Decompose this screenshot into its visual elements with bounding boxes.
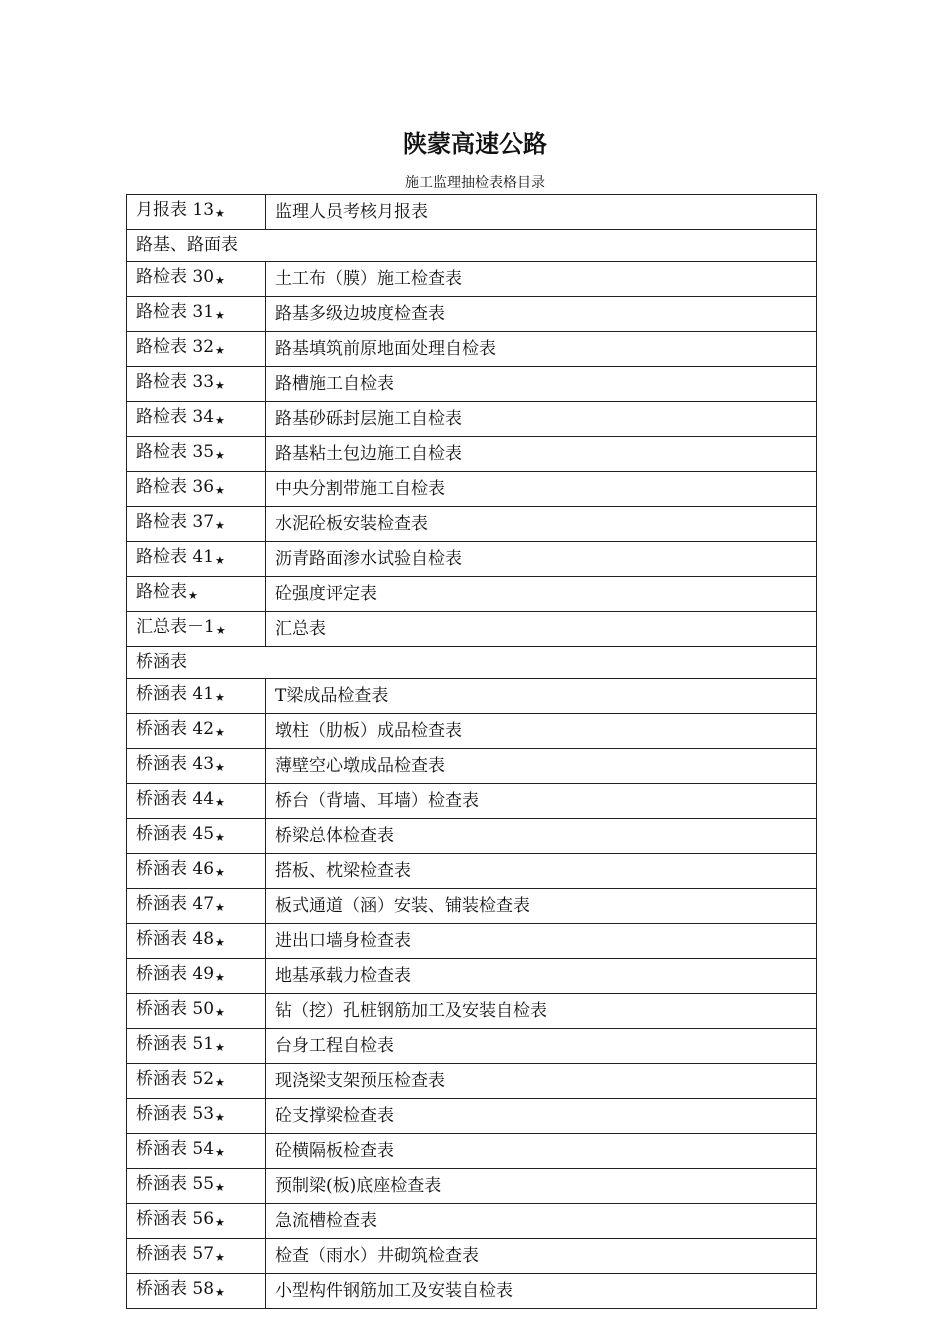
form-name: 台身工程自检表	[266, 1029, 817, 1064]
form-code-cell	[127, 437, 266, 472]
section-label: 桥涵表	[127, 647, 817, 679]
section-row	[127, 647, 817, 679]
star-icon: ★	[215, 1076, 225, 1089]
form-name: 预制梁(板)底座检查表	[266, 1169, 817, 1204]
form-code-cell	[127, 1099, 266, 1134]
form-name: 搭板、枕梁检查表	[266, 854, 817, 889]
star-icon: ★	[215, 519, 225, 532]
star-icon: ★	[215, 796, 225, 809]
table-row	[127, 1029, 817, 1064]
table-row	[127, 994, 817, 1029]
star-icon: ★	[188, 589, 198, 602]
star-icon: ★	[215, 691, 225, 704]
star-icon: ★	[215, 1006, 225, 1019]
star-icon: ★	[215, 971, 225, 984]
table-row	[127, 749, 817, 784]
form-code: 桥涵表 57	[136, 1244, 215, 1264]
section-label: 路基、路面表	[127, 230, 817, 262]
form-name: 水泥砼板安装检查表	[266, 507, 817, 542]
form-code: 路检表 32	[136, 337, 215, 357]
form-code-cell	[127, 679, 266, 714]
form-code: 路检表 35	[136, 442, 215, 462]
form-code: 桥涵表 58	[136, 1279, 215, 1299]
star-icon: ★	[215, 554, 225, 567]
star-icon: ★	[215, 379, 225, 392]
form-name: 路基填筑前原地面处理自检表	[266, 332, 817, 367]
table-row	[127, 402, 817, 437]
form-name: 进出口墙身检查表	[266, 924, 817, 959]
form-code-cell	[127, 1064, 266, 1099]
form-name: 路基粘土包边施工自检表	[266, 437, 817, 472]
star-icon: ★	[215, 726, 225, 739]
form-code-cell	[127, 784, 266, 819]
form-code: 路检表 36	[136, 477, 215, 497]
form-name: 小型构件钢筋加工及安装自检表	[266, 1274, 817, 1309]
form-code-cell	[127, 297, 266, 332]
star-icon: ★	[215, 901, 225, 914]
form-name: 中央分割带施工自检表	[266, 472, 817, 507]
form-code-cell	[127, 994, 266, 1029]
form-name: 桥台（背墙、耳墙）检查表	[266, 784, 817, 819]
star-icon: ★	[215, 207, 225, 220]
form-code: 桥涵表 53	[136, 1104, 215, 1124]
table-row	[127, 784, 817, 819]
star-icon: ★	[215, 1286, 225, 1299]
form-code-cell	[127, 1134, 266, 1169]
form-code-cell	[127, 402, 266, 437]
form-code-cell	[127, 367, 266, 402]
table-row	[127, 1239, 817, 1274]
table-row	[127, 854, 817, 889]
star-icon: ★	[215, 344, 225, 357]
form-name: 墩柱（肋板）成品检查表	[266, 714, 817, 749]
table-row	[127, 819, 817, 854]
star-icon: ★	[215, 866, 225, 879]
form-code-cell	[127, 714, 266, 749]
form-code: 路检表 30	[136, 267, 215, 287]
table-row	[127, 1064, 817, 1099]
form-code-cell	[127, 1169, 266, 1204]
star-icon: ★	[215, 484, 225, 497]
form-name: 板式通道（涵）安装、铺装检查表	[266, 889, 817, 924]
table-row	[127, 679, 817, 714]
form-code: 路检表 37	[136, 512, 215, 532]
form-name: 路基多级边坡度检查表	[266, 297, 817, 332]
star-icon: ★	[215, 1111, 225, 1124]
form-code: 桥涵表 51	[136, 1034, 215, 1054]
table-row	[127, 1204, 817, 1239]
form-code: 桥涵表 43	[136, 754, 215, 774]
table-row	[127, 577, 817, 612]
form-code: 桥涵表 42	[136, 719, 215, 739]
star-icon: ★	[215, 936, 225, 949]
form-code-cell	[127, 332, 266, 367]
form-code: 桥涵表 46	[136, 859, 215, 879]
form-code-cell	[127, 1239, 266, 1274]
form-code-cell	[127, 749, 266, 784]
form-code: 桥涵表 55	[136, 1174, 215, 1194]
form-name: T梁成品检查表	[266, 679, 817, 714]
form-code-cell	[127, 612, 266, 647]
table-row	[127, 332, 817, 367]
table-row	[127, 714, 817, 749]
form-code-cell	[127, 507, 266, 542]
form-name: 地基承载力检查表	[266, 959, 817, 994]
form-code: 月报表 13	[136, 200, 215, 220]
form-code: 路检表 31	[136, 302, 215, 322]
catalog-body	[127, 195, 817, 1309]
form-code-cell	[127, 577, 266, 612]
form-code: 桥涵表 54	[136, 1139, 215, 1159]
form-code: 桥涵表 45	[136, 824, 215, 844]
table-row	[127, 472, 817, 507]
table-row	[127, 612, 817, 647]
table-row	[127, 1134, 817, 1169]
form-code-cell	[127, 924, 266, 959]
form-name: 砼强度评定表	[266, 577, 817, 612]
table-row	[127, 1169, 817, 1204]
form-code-cell	[127, 819, 266, 854]
star-icon: ★	[215, 831, 225, 844]
form-name: 汇总表	[266, 612, 817, 647]
form-code-cell	[127, 472, 266, 507]
star-icon: ★	[215, 1146, 225, 1159]
star-icon: ★	[215, 761, 225, 774]
form-name: 砼横隔板检查表	[266, 1134, 817, 1169]
section-row	[127, 230, 817, 262]
form-name: 桥梁总体检查表	[266, 819, 817, 854]
form-catalog-table	[126, 194, 817, 1309]
form-code-cell	[127, 854, 266, 889]
star-icon: ★	[215, 414, 225, 427]
form-code: 路检表 33	[136, 372, 215, 392]
form-code-cell	[127, 195, 266, 230]
form-code: 桥涵表 49	[136, 964, 215, 984]
table-row	[127, 1099, 817, 1134]
form-name: 现浇梁支架预压检查表	[266, 1064, 817, 1099]
form-code: 桥涵表 44	[136, 789, 215, 809]
star-icon: ★	[215, 1251, 225, 1264]
star-icon: ★	[215, 1181, 225, 1194]
form-code-cell	[127, 959, 266, 994]
table-row	[127, 437, 817, 472]
form-code: 桥涵表 47	[136, 894, 215, 914]
form-code-cell	[127, 889, 266, 924]
form-code-cell	[127, 1204, 266, 1239]
form-code: 桥涵表 41	[136, 684, 215, 704]
star-icon: ★	[215, 274, 225, 287]
form-code-cell	[127, 1029, 266, 1064]
form-code: 桥涵表 48	[136, 929, 215, 949]
form-code: 桥涵表 52	[136, 1069, 215, 1089]
form-name: 砼支撑梁检查表	[266, 1099, 817, 1134]
table-row	[127, 367, 817, 402]
form-code-cell	[127, 262, 266, 297]
form-name: 薄壁空心墩成品检查表	[266, 749, 817, 784]
page-title: 陕蒙高速公路	[403, 130, 547, 158]
form-name: 路槽施工自检表	[266, 367, 817, 402]
form-code-cell	[127, 1274, 266, 1309]
form-name: 沥青路面渗水试验自检表	[266, 542, 817, 577]
table-row	[127, 262, 817, 297]
form-code: 桥涵表 50	[136, 999, 215, 1019]
table-row	[127, 507, 817, 542]
star-icon: ★	[215, 624, 226, 637]
star-icon: ★	[215, 309, 225, 322]
form-name: 监理人员考核月报表	[266, 195, 817, 230]
form-name: 钻（挖）孔桩钢筋加工及安装自检表	[266, 994, 817, 1029]
form-name: 土工布（膜）施工检查表	[266, 262, 817, 297]
form-name: 急流槽检查表	[266, 1204, 817, 1239]
star-icon: ★	[215, 449, 225, 462]
table-row	[127, 924, 817, 959]
star-icon: ★	[215, 1216, 225, 1229]
form-code: 汇总表－1	[136, 617, 215, 637]
table-row	[127, 195, 817, 230]
form-code: 桥涵表 56	[136, 1209, 215, 1229]
table-row	[127, 1274, 817, 1309]
star-icon: ★	[215, 1041, 225, 1054]
table-row	[127, 297, 817, 332]
form-code: 路检表 41	[136, 547, 215, 567]
page-subtitle: 施工监理抽检表格目录	[405, 175, 545, 191]
form-name: 检查（雨水）井砌筑检查表	[266, 1239, 817, 1274]
form-name: 路基砂砾封层施工自检表	[266, 402, 817, 437]
table-row	[127, 889, 817, 924]
form-code-cell	[127, 542, 266, 577]
form-code: 路检表	[136, 582, 187, 602]
form-code: 路检表 34	[136, 407, 215, 427]
table-row	[127, 959, 817, 994]
table-row	[127, 542, 817, 577]
